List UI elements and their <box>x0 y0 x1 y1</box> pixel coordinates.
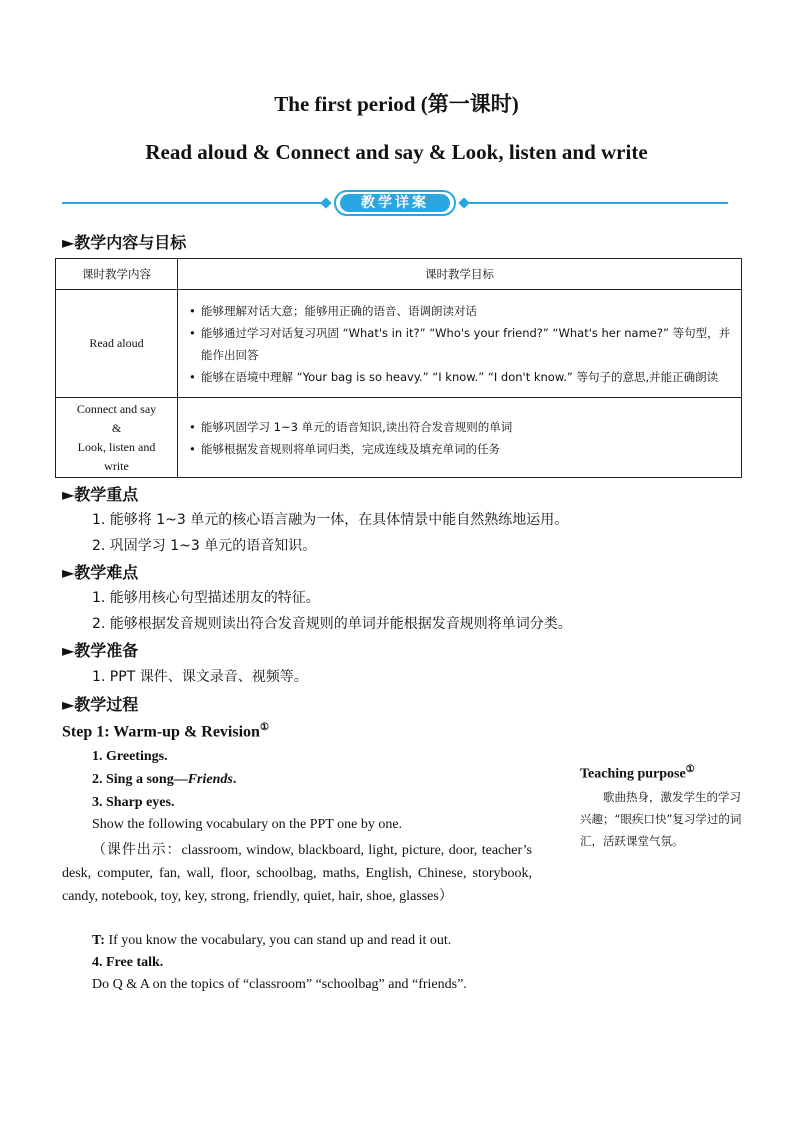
key-point-item: 2. 巩固学习 1~3 单元的语音知识。 <box>92 538 317 554</box>
banner-line-left <box>62 202 328 204</box>
step-free-talk: 4. Free talk. <box>92 955 164 970</box>
step1-title-text: Step 1: Warm-up & Revision <box>62 723 260 741</box>
step1-title <box>62 722 269 741</box>
banner-diamond-right <box>458 197 469 208</box>
table-header-content: 课时教学内容 <box>56 259 178 290</box>
teacher-line <box>92 933 451 949</box>
table-cell-content: Read aloud <box>56 290 178 398</box>
step-greetings: 1. Greetings. <box>92 749 168 764</box>
goal-item: • 能够通过学习对话复习巩固 “What's in it?” “Who's your friend?” “What's her name?” 等句型，并能作出回答 <box>187 322 732 366</box>
teaching-purpose-footnote-mark: ① <box>685 764 695 775</box>
teacher-label: T: <box>92 933 105 948</box>
table-cell-goals <box>178 290 742 398</box>
table-header-row <box>56 259 742 290</box>
step-sharp-eyes: 3. Sharp eyes. <box>92 795 175 810</box>
table-row <box>56 290 742 398</box>
teaching-purpose-title <box>580 764 695 783</box>
teaching-purpose-text: 歌曲热身，激发学生的学习兴趣；“眼疾口快”复习学过的词汇，活跃课堂气氛。 <box>580 790 742 848</box>
preparation-item: 1. PPT 课件、课文录音、视频等。 <box>92 669 308 685</box>
section-heading-key-points: ►教学重点 <box>62 485 139 504</box>
banner-line-right <box>462 202 728 204</box>
table-header-goals: 课时教学目标 <box>178 259 742 290</box>
vocabulary-paragraph: （课件出示：classroom, window, blackboard, light, picture, door, teacher’s desk, computer, fan, wall, floor, schoolbag, maths, English, Chinese, storybook, candy, notebook, toy, key, strong, friendly, quiet, hair, shoe, glasses） <box>62 843 532 904</box>
teaching-purpose-title-text: Teaching purpose <box>580 766 686 782</box>
section-heading-content-goals: ►教学内容与目标 <box>62 233 187 252</box>
section-heading-preparation: ►教学准备 <box>62 641 139 660</box>
content-line: Connect and say <box>76 401 157 416</box>
section-heading-difficulties: ►教学难点 <box>62 563 139 582</box>
content-line: write <box>104 458 129 473</box>
difficulty-item: 1. 能够用核心句型描述朋友的特征。 <box>92 590 320 606</box>
table-row <box>56 398 742 478</box>
section-heading-process: ►教学过程 <box>62 695 139 714</box>
song-prefix: 2. Sing a song— <box>92 772 188 787</box>
song-suffix: . <box>232 772 237 787</box>
difficulty-item: 2. 能够根据发音规则读出符合发音规则的单词并能根据发音规则将单词分类。 <box>92 616 572 632</box>
table-cell-goals <box>178 398 742 478</box>
step1-footnote-mark: ① <box>259 722 269 733</box>
page-title: The first period (第一课时) <box>274 92 519 116</box>
step-sing-song <box>92 772 236 788</box>
goals-table <box>55 258 742 478</box>
banner-diamond-left <box>320 197 331 208</box>
goal-item: • 能够在语境中理解 “Your bag is so heavy.” “I know.” “I don't know.” 等句子的意思,并能正确朗读 <box>187 366 732 388</box>
goal-item: • 能够理解对话大意；能够用正确的语音、语调朗读对话 <box>187 300 732 322</box>
goal-item: • 能够巩固学习 1~3 单元的语音知识,读出符合发音规则的单词 <box>187 416 732 438</box>
content-line: & <box>111 420 122 435</box>
teacher-line-text: If you know the vocabulary, you can stand up and read it out. <box>108 933 452 948</box>
banner-label: 教学详案 <box>340 194 450 212</box>
goal-item: • 能够根据发音规则将单词归类，完成连线及填充单词的任务 <box>187 438 732 460</box>
table-cell-content <box>56 398 178 478</box>
song-name: Friends <box>187 772 233 787</box>
page-subtitle: Read aloud & Connect and say & Look, listen and write <box>145 140 648 164</box>
step-show-line: Show the following vocabulary on the PPT one by one. <box>92 817 403 832</box>
free-talk-desc: Do Q & A on the topics of “classroom” “schoolbag” and “friends”. <box>92 977 467 992</box>
content-line: Look, listen and <box>77 439 156 454</box>
key-point-item: 1. 能够将 1~3 单元的核心语言融为一体，在具体情景中能自然熟练地运用。 <box>92 512 569 528</box>
